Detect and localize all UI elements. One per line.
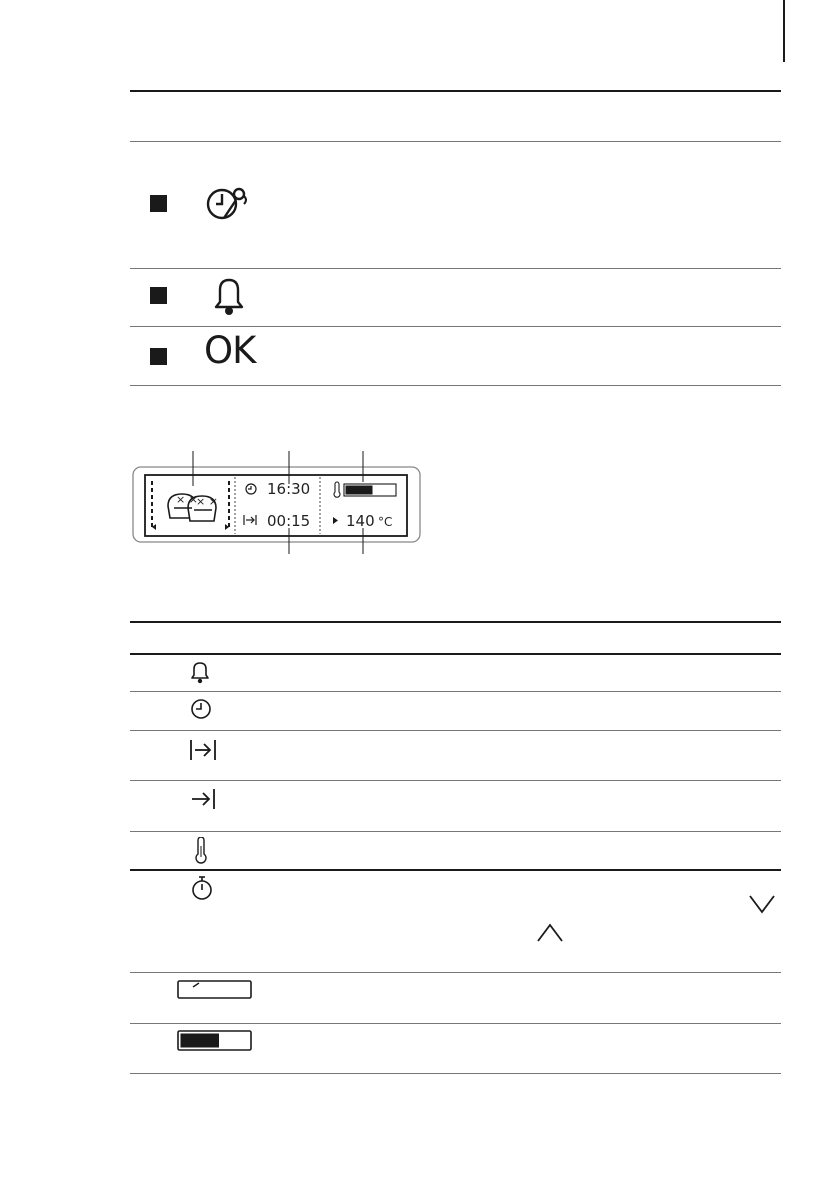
page-edge-rule	[783, 0, 785, 62]
row-divider	[130, 730, 781, 731]
svg-text:× ×: × ×	[176, 493, 198, 506]
svg-text:× ×: × ×	[196, 495, 218, 508]
chevron-down-icon	[748, 893, 776, 915]
row-divider	[130, 1023, 781, 1024]
indicator-table-top-rule	[130, 621, 781, 623]
row-divider	[130, 691, 781, 692]
row-marker	[150, 287, 167, 304]
ok-button-label: OK	[204, 329, 256, 372]
control-table-top-rule	[130, 90, 781, 92]
thermometer-icon	[191, 837, 211, 865]
heat-up-bar-icon	[177, 1029, 253, 1053]
duration-icon	[188, 738, 218, 762]
stopwatch-icon	[190, 875, 214, 903]
temperature-unit: °C	[378, 515, 393, 529]
control-table-bottom-rule	[130, 385, 781, 386]
row-marker	[150, 195, 167, 212]
bell-icon	[189, 661, 211, 685]
chevron-up-icon	[536, 922, 564, 944]
empty-bar-icon	[177, 979, 253, 1001]
row-divider	[130, 326, 781, 327]
row-divider	[130, 268, 781, 269]
row-divider	[130, 972, 781, 973]
clock-probe-icon	[204, 186, 252, 222]
clock-value: 16:30	[267, 480, 311, 498]
row-marker	[150, 348, 167, 365]
oven-display-diagram	[130, 448, 425, 556]
control-table-header-rule	[130, 141, 781, 142]
duration-value: 00:15	[267, 512, 311, 530]
heat-up-bar	[344, 484, 396, 496]
row-divider	[130, 780, 781, 781]
temperature-value: 140	[346, 512, 375, 530]
bell-icon	[208, 276, 250, 318]
heating-function-icon	[168, 493, 218, 521]
indicator-table-header-rule	[130, 653, 781, 655]
row-divider	[130, 831, 781, 832]
end-time-icon	[189, 787, 219, 811]
row-divider	[130, 869, 781, 871]
clock-icon	[189, 697, 213, 721]
indicator-table-bottom-rule	[130, 1073, 781, 1074]
